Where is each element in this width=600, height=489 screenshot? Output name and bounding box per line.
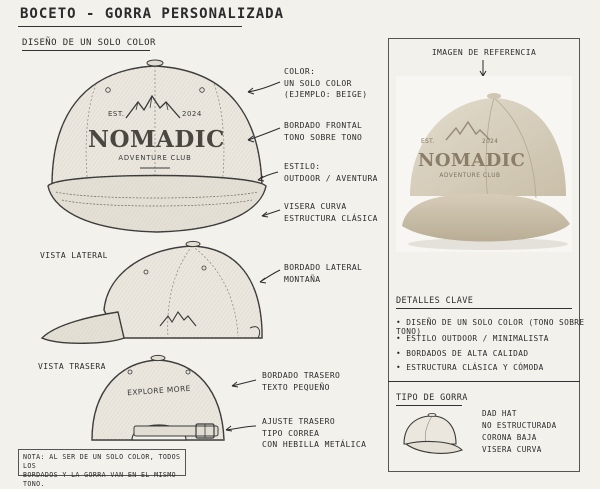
front-year-label: 2024 — [182, 110, 202, 118]
annotation-adjust-line: TIPO CORREA — [262, 428, 320, 438]
note-line: BORDADOS Y LA GORRA VAN EN EL MISMO TONO. — [23, 471, 176, 488]
dad-hat-icon — [396, 410, 466, 456]
details-item: • DISEÑO DE UN SOLO COLOR (TONO SOBRE TONO) — [396, 318, 585, 336]
annotation-color-line: (EJEMPLO: BEIGE) — [284, 90, 368, 99]
details-item: • ESTILO OUTDOOR / MINIMALISTA — [396, 334, 549, 343]
annotation-visor — [284, 201, 378, 224]
annotation-embroidery-line: TONO SOBRE TONO — [284, 132, 363, 142]
annotation-side-line: MONTAÑA — [284, 274, 321, 284]
annotation-back-line: BORDADO TRASERO — [262, 371, 341, 380]
annotation-adjust-line: CON HEBILLA METÁLICA — [262, 440, 367, 449]
panel-divider — [388, 381, 580, 382]
annotation-visor-line: ESTRUCTURA CLÁSICA — [284, 213, 378, 223]
reference-est-label: EST. — [421, 139, 435, 145]
annotation-color-line: COLOR: — [284, 67, 316, 76]
annotation-style — [284, 161, 378, 184]
annotation-visor-line: VISERA CURVA — [284, 202, 347, 211]
cap-type-underline — [396, 405, 462, 406]
details-title: DETALLES CLAVE — [396, 296, 474, 306]
single-color-note — [18, 449, 186, 488]
details-item: • ESTRUCTURA CLÁSICA Y CÓMODA — [396, 363, 544, 372]
front-est-label: EST. — [108, 110, 125, 118]
annotation-style-line: ESTILO: — [284, 162, 321, 171]
page-subtitle: DISEÑO DE UN SOLO COLOR — [22, 38, 156, 48]
details-item: • BORDADOS DE ALTA CALIDAD — [396, 349, 529, 358]
annotation-color-line: UN SOLO COLOR — [284, 78, 352, 88]
details-item-text: BORDADOS DE ALTA CALIDAD — [406, 349, 529, 358]
annotation-side-line: BORDADO LATERAL — [284, 263, 363, 272]
annotation-back-line: TEXTO PEQUEÑO — [262, 382, 330, 392]
annotation-adjust-line: AJUSTE TRASERO — [262, 417, 336, 426]
note-line: NOTA: AL SER DE UN SOLO COLOR, TODOS LOS — [23, 453, 181, 470]
cap-type-line: CORONA BAJA — [482, 433, 537, 442]
front-brand-text: NOMADIC — [88, 126, 225, 153]
details-divider — [396, 308, 572, 309]
annotation-style-line: OUTDOOR / AVENTURA — [284, 173, 378, 183]
cap-type-title: TIPO DE GORRA — [396, 393, 468, 403]
cap-type-line: DAD HAT — [482, 409, 517, 418]
details-item-text: DISEÑO DE UN SOLO COLOR (TONO SOBRE TONO) — [396, 318, 585, 336]
back-view-label: VISTA TRASERA — [38, 362, 106, 371]
annotation-side — [284, 262, 362, 285]
cap-type-list — [482, 408, 557, 456]
reference-tagline-text: ADVENTURE CLUB — [439, 173, 501, 179]
annotation-color — [284, 66, 367, 101]
cap-type-line: NO ESTRUCTURADA — [482, 421, 557, 430]
cap-type-line: VISERA CURVA — [482, 445, 542, 454]
back-view-cap — [92, 355, 224, 440]
reference-title: IMAGEN DE REFERENCIA — [431, 48, 537, 57]
side-view-label: VISTA LATERAL — [40, 251, 108, 260]
back-embroidery-text: EXPLORE MORE — [126, 383, 192, 398]
annotation-embroidery — [284, 120, 362, 143]
details-item-text: ESTILO OUTDOOR / MINIMALISTA — [406, 334, 549, 343]
page-title: BOCETO - GORRA PERSONALIZADA — [20, 6, 285, 22]
front-tagline-text: ADVENTURE CLUB — [118, 154, 192, 162]
annotation-adjust — [262, 416, 366, 451]
details-item-text: ESTRUCTURA CLÁSICA Y CÓMODA — [406, 363, 544, 372]
reference-year-label: 2024 — [482, 139, 499, 145]
annotation-back — [262, 370, 340, 393]
reference-brand-text: NOMADIC — [418, 150, 526, 171]
annotation-embroidery-line: BORDADO FRONTAL — [284, 121, 363, 130]
